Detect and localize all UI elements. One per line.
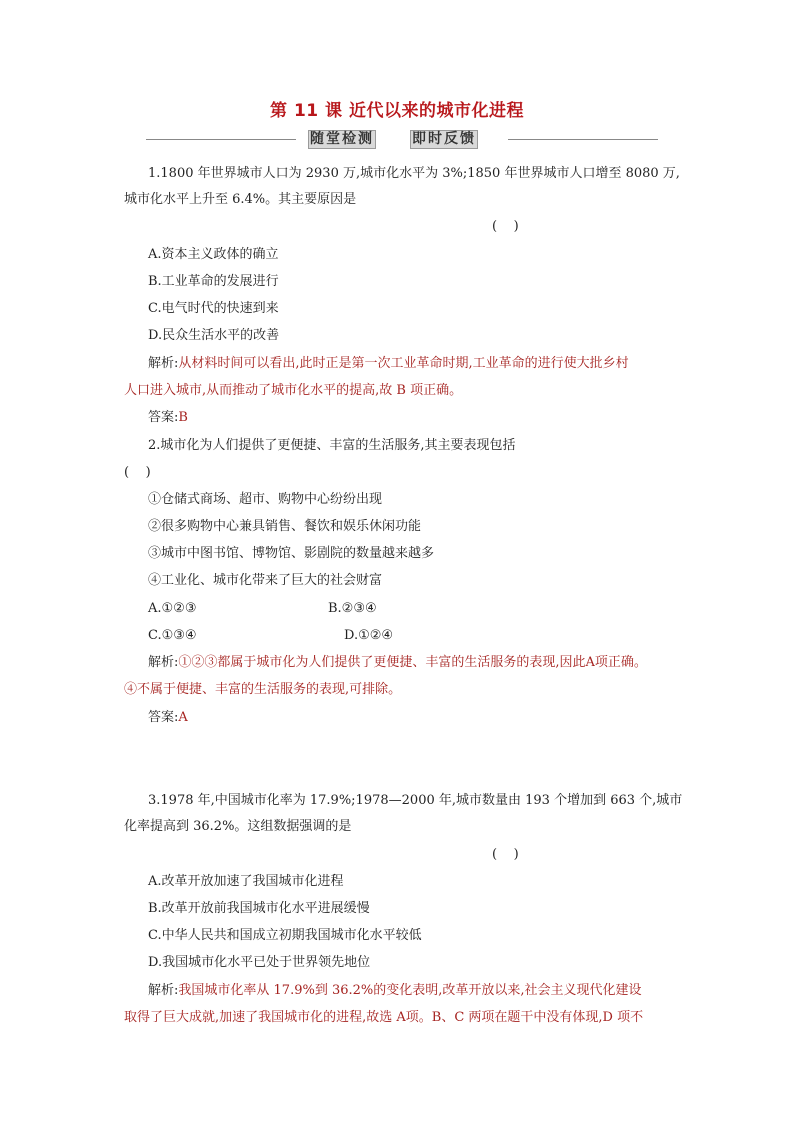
q1-answer-label: 答案: — [148, 410, 179, 425]
banner-tag-box: 即时反馈 — [412, 131, 476, 147]
q2-answer-bracket: ( ) — [124, 465, 151, 480]
banner-divider-right — [508, 139, 658, 140]
q1-analysis-text: 从材料时间可以看出,此时正是第一次工业革命时期,工业革命的进行使大批乡村 — [178, 356, 629, 371]
q3-analysis-text: 我国城市化率从 17.9%到 36.2%的变化表明,改革开放以来,社会主义现代化建设 — [178, 983, 642, 998]
q2-stem-line1: 2.城市化为人们提供了更便捷、丰富的生活服务,其主要表现包括 — [148, 438, 516, 453]
q3-analysis-line2: 取得了巨大成就,加速了我国城市化的进程,故选 A项。B、C 两项在题干中没有体现,D 项不 — [124, 1010, 644, 1025]
q1-analysis-line1 — [148, 355, 629, 373]
q1-analysis-label: 解析: — [148, 356, 179, 371]
q2-option-c: C.①③④ — [148, 628, 197, 643]
q1-option-a: A.资本主义政体的确立 — [148, 247, 279, 262]
q2-option-d: D.①②④ — [344, 628, 394, 643]
section-banner — [146, 129, 658, 151]
banner-tag-in-class-test — [308, 129, 377, 149]
q1-option-c: C.电气时代的快速到来 — [148, 301, 279, 316]
q3-stem-line2: 化率提高到 36.2%。这组数据强调的是 — [124, 819, 352, 834]
banner-tag-box: 随堂检测 — [310, 131, 374, 147]
lesson-title: 第 11 课 近代以来的城市化进程 — [270, 101, 524, 121]
q3-analysis-line1 — [148, 982, 642, 1000]
q1-answer-line — [148, 409, 188, 427]
q2-item-3: ③城市中图书馆、博物馆、影剧院的数量越来越多 — [148, 546, 435, 561]
q1-answer-value: B — [178, 410, 188, 425]
q2-option-b: B.②③④ — [328, 601, 377, 616]
q3-option-a: A.改革开放加速了我国城市化进程 — [148, 874, 344, 889]
q2-item-4: ④工业化、城市化带来了巨大的社会财富 — [148, 573, 383, 588]
banner-divider-left — [146, 139, 296, 140]
q2-item-2: ②很多购物中心兼具销售、餐饮和娱乐休闲功能 — [148, 519, 422, 534]
banner-tag-instant-feedback — [410, 129, 479, 149]
q3-option-b: B.改革开放前我国城市化水平进展缓慢 — [148, 901, 370, 916]
q2-analysis-text: ①②③都属于城市化为人们提供了更便捷、丰富的生活服务的表现,因此A项正确。 — [178, 655, 647, 670]
q1-analysis-line2: 人口进入城市,从而推动了城市化水平的提高,故 B 项正确。 — [124, 383, 463, 398]
q2-analysis-line1 — [148, 654, 647, 672]
q2-item-1: ①仓储式商场、超市、购物中心纷纷出现 — [148, 492, 383, 507]
q3-option-d: D.我国城市化水平已处于世界领先地位 — [148, 955, 371, 970]
q3-answer-bracket: ( ) — [492, 847, 519, 862]
q1-option-d: D.民众生活水平的改善 — [148, 328, 280, 343]
q3-analysis-label: 解析: — [148, 983, 179, 998]
q2-analysis-line2: ④不属于便捷、丰富的生活服务的表现,可排除。 — [124, 682, 402, 697]
q2-answer-value: A — [178, 710, 188, 725]
q2-answer-line — [148, 709, 188, 727]
q1-stem-line1: 1.1800 年世界城市人口为 2930 万,城市化水平为 3%;1850 年世界城市人口增至 8080 万, — [148, 166, 680, 181]
q2-analysis-label: 解析: — [148, 655, 179, 670]
q1-answer-bracket: ( ) — [492, 219, 519, 234]
q2-answer-label: 答案: — [148, 710, 179, 725]
q3-option-c: C.中华人民共和国成立初期我国城市化水平较低 — [148, 928, 422, 943]
q3-stem-line1: 3.1978 年,中国城市化率为 17.9%;1978—2000 年,城市数量由 193 个增加到 663 个,城市 — [148, 793, 683, 808]
q1-stem-line2: 城市化水平上升至 6.4%。其主要原因是 — [124, 192, 357, 207]
q1-option-b: B.工业革命的发展进行 — [148, 274, 279, 289]
q2-option-a: A.①②③ — [148, 601, 197, 616]
